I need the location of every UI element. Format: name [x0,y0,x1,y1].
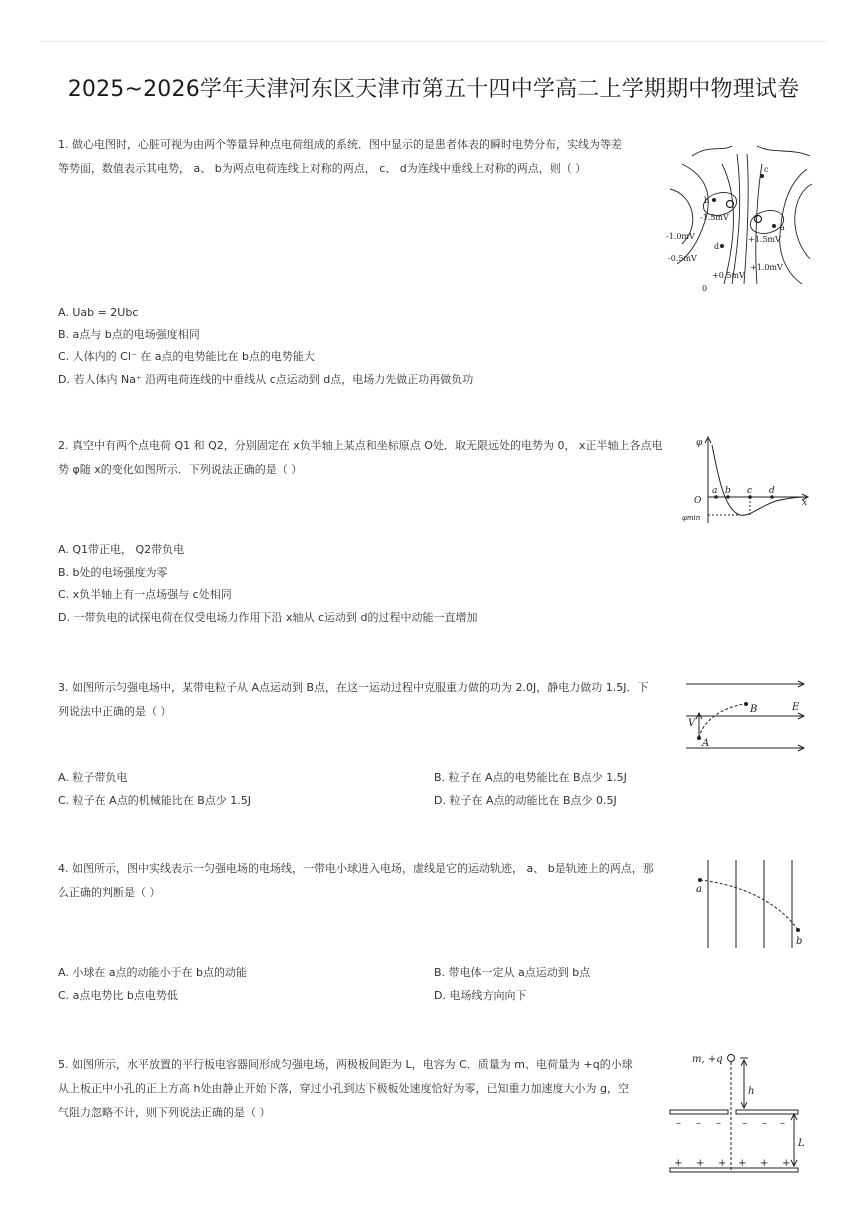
q1-label-p05: +0.5mV [712,271,745,280]
q2-label-c: c [747,486,753,496]
q4-field-lines-figure [690,858,810,950]
svg-text:+: + [738,1158,747,1169]
q1-stem-line2: 等势面，数值表示其电势， a、 b为两点电荷连线上对称的两点， c、 d为连线中垂线上对称的两点，则（ ） [58,162,587,175]
q2-option-a[interactable]: A. Q1带正电， Q2带负电 [58,543,185,556]
q5-label-l: L [798,1138,805,1149]
q1-label-d: d [714,242,720,251]
q1-option-d[interactable]: D. 若人体内 Na⁺ 沿两电荷连线的中垂线从 c点运动到 d点，电场力先做正功再做负功 [58,373,474,386]
svg-text:–: – [716,1118,721,1129]
q1-option-c[interactable]: C. 人体内的 Cl⁻ 在 a点的电势能比在 b点的电势能大 [58,350,315,363]
q1-label-c: c [764,165,769,174]
q4-option-a[interactable]: A. 小球在 a点的动能小于在 b点的动能 [58,966,248,979]
q3-label-e: E [792,702,800,713]
q4-option-d[interactable]: D. 电场线方向向下 [434,989,527,1002]
q1-label-b: b [704,196,710,205]
q1-label-m10: -1.0mV [666,232,695,241]
svg-text:+: + [782,1158,791,1169]
q3-stem-line1: 3. 如图所示匀强电场中，某带电粒子从 A点运动到 B点，在这一运动过程中克服重力做的功为 2.0J，静电力做功 1.5J．下 [58,681,649,694]
q1-equipotential-figure [662,134,822,294]
svg-text:–: – [742,1118,747,1129]
q2-stem-line2: 势 φ随 x的变化如图所示．下列说法正确的是（ ） [58,463,303,476]
q2-label-phimin: φmin [682,514,701,522]
q1-option-a[interactable]: A. Uab = 2Ubc [58,306,139,319]
q1-label-m15: -1.5mV [700,213,729,222]
q3-option-a[interactable]: A. 粒子带负电 [58,771,128,784]
q4-label-a: a [696,884,702,895]
q5-capacitor-figure [668,1050,808,1175]
q4-option-b[interactable]: B. 带电体一定从 a点运动到 b点 [434,966,591,979]
svg-text:+: + [718,1158,727,1169]
q2-label-x: x [802,498,808,508]
svg-text:–: – [762,1118,767,1129]
q5-label-mq: m, +q [692,1054,723,1065]
q5-positive-charges [674,1158,790,1169]
q4-stem-line2: 么正确的判断是（ ） [58,886,161,899]
svg-text:–: – [696,1118,701,1129]
q5-stem-line3: 气阻力忽略不计，则下列说法正确的是（ ） [58,1106,271,1119]
q3-stem-line2: 列说法中正确的是（ ） [58,705,172,718]
q4-option-c[interactable]: C. a点电势比 b点电势低 [58,989,178,1002]
q1-label-m05: -0.5mV [668,254,697,263]
svg-text:+: + [760,1158,769,1169]
q2-option-b[interactable]: B. b处的电场强度为零 [58,566,168,579]
q2-label-origin: O [694,496,702,506]
q2-label-b: b [725,486,731,496]
page-title: 2025~2026学年天津河东区天津市第五十四中学高二上学期期中物理试卷 [67,77,800,102]
q2-label-d: d [769,486,775,496]
svg-text:–: – [780,1118,785,1129]
svg-text:–: – [676,1118,681,1129]
q3-label-a: A [702,738,710,749]
q3-option-d[interactable]: D. 粒子在 A点的动能比在 B点少 0.5J [434,794,617,807]
q2-potential-graph [680,435,810,527]
q3-uniform-field-figure [684,676,810,756]
q1-label-p15: +1.5mV [748,235,781,244]
q2-label-phi: φ [696,438,703,448]
q2-label-a: a [712,486,718,496]
q3-option-c[interactable]: C. 粒子在 A点的机械能比在 B点少 1.5J [58,794,251,807]
q1-stem-line1: 1. 做心电图时，心脏可视为由两个等量异种点电荷组成的系统．图中显示的是患者体表的瞬时电势分布，实线为等差 [58,138,622,151]
q1-label-zero: 0 [702,284,708,293]
q3-option-b[interactable]: B. 粒子在 A点的电势能比在 B点少 1.5J [434,771,627,784]
q2-option-c[interactable]: C. x负半轴上有一点场强与 c处相同 [58,588,232,601]
q1-label-p10: +1.0mV [750,263,783,272]
q1-option-b[interactable]: B. a点与 b点的电场强度相同 [58,328,200,341]
svg-text:+: + [674,1158,683,1169]
q2-option-d[interactable]: D. 一带负电的试探电荷在仅受电场力作用下沿 x轴从 c运动到 d的过程中动能一直增加 [58,611,478,624]
top-divider [40,41,827,42]
q3-label-b: B [750,704,758,715]
q5-label-h: h [748,1086,755,1097]
q2-stem-line1: 2. 真空中有两个点电荷 Q1 和 Q2，分别固定在 x负半轴上某点和坐标原点 O处．取无限远处的电势为 0， x正半轴上各点电 [58,439,663,452]
q3-label-v: V [688,718,696,729]
q1-label-a: a [780,223,785,232]
q4-stem-line1: 4. 如图所示，图中实线表示一匀强电场的电场线，一带电小球进入电场，虚线是它的运动轨迹， a、 b是轨迹上的两点，那 [58,862,654,875]
q5-stem-line1: 5. 如图所示，水平放置的平行板电容器间形成匀强电场，两极板间距为 L，电容为 C．质量为 m、电荷量为 +q的小球 [58,1058,633,1071]
q4-label-b: b [796,936,803,947]
svg-text:+: + [696,1158,705,1169]
q5-stem-line2: 从上板正中小孔的正上方高 h处由静止开始下落，穿过小孔到达下极板处速度恰好为零，已知重力加速度大小为 g，空 [58,1082,629,1095]
